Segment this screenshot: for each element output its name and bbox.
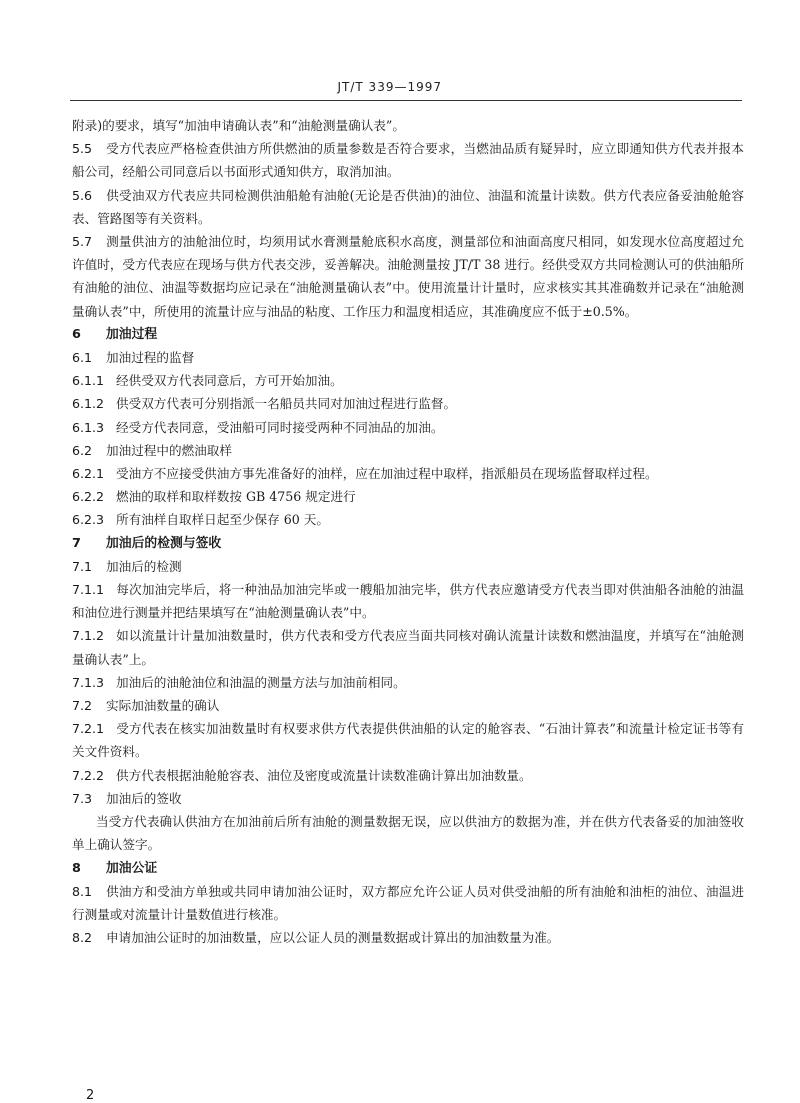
clause-number: 5.5 xyxy=(72,141,93,157)
clause-text: 加油后的油舱油位和油温的测量方法与加油前相同。 xyxy=(116,674,406,690)
clause xyxy=(72,671,744,694)
clause-number: 7.1 xyxy=(72,558,93,574)
clause xyxy=(72,439,744,462)
clause xyxy=(72,764,744,787)
clause xyxy=(72,508,744,531)
clause xyxy=(72,578,744,624)
standard-code: JT/T 339—1997 xyxy=(337,80,442,94)
clause-text: 受方代表应严格检查供油方所供燃油的质量参数是否符合要求，当燃油品质有疑异时，应立即通知供方代表并报本船公司，经船公司同意后以书面形式通知供方，取消加油。 xyxy=(72,141,744,180)
clause-text: 所有油样自取样日起至少保存 60 天。 xyxy=(116,512,329,528)
clause-number: 7.1.3 xyxy=(72,674,105,690)
clause-number: 5.6 xyxy=(72,187,93,203)
paragraph xyxy=(72,810,744,856)
clause xyxy=(72,485,744,508)
clause-text: 每次加油完毕后，将一种油品加油完毕或一艘船加油完毕，供方代表应邀请受方代表当即对供油船各油舱的油温和油位进行测量并把结果填写在“油舱测量确认表”中。 xyxy=(72,582,744,621)
clause-text: 测量供油方的油舱油位时，均须用试水膏测量舱底积水高度，测量部位和油面高度尺相同，如发现水位高度超过允许值时，受方代表应在现场与供方代表交涉，妥善解决。油舱测量按 JT/T 38 进行。经供受双方共同检测认可的供油船所有油舱的油位、油温等数据均应记录在“油舱测量确认表”中。使用流量计计量时，应求核实其其准确数并记录在“油舱测量确认表”中，所使用的流量计应与油品的粘度、工作压力和温度相适应，其准确度应不低于±0.5%。 xyxy=(72,234,744,319)
clause-number: 5.7 xyxy=(72,234,93,250)
clause xyxy=(72,416,744,439)
clause-number: 8.1 xyxy=(72,883,93,899)
clause-number: 8.2 xyxy=(72,930,93,946)
clause-text: 加油过程中的燃油取样 xyxy=(106,442,232,458)
clause-number: 6.2.2 xyxy=(72,489,105,505)
clause xyxy=(72,137,744,183)
clause-number: 7.1.2 xyxy=(72,628,105,644)
clause xyxy=(72,230,744,323)
clause-text: 附录)的要求，填写“加油申请确认表”和“油舱测量确认表”。 xyxy=(72,118,405,133)
clause xyxy=(72,717,744,763)
clause-text: 申请加油公证时的加油数量，应以公证人员的测量数据或计算出的加油数量为准。 xyxy=(106,930,560,946)
clause-number: 6.1.3 xyxy=(72,419,105,435)
clause-number: 6.2.3 xyxy=(72,512,105,528)
clause-text: 经受方代表同意，受油船可同时接受两种不同油品的加油。 xyxy=(116,419,444,435)
clause xyxy=(72,346,744,369)
clause-number: 7.1.1 xyxy=(72,582,105,598)
clause-number: 7.2 xyxy=(72,698,93,714)
clause xyxy=(72,926,744,949)
clause-number: 7.2.2 xyxy=(72,767,105,783)
clause-text: 受油方不应接受供油方事先准备好的油样，应在加油过程中取样，指派船员在现场监督取样过程。 xyxy=(116,466,658,482)
clause-number: 7.2.1 xyxy=(72,721,105,737)
section-heading xyxy=(72,857,744,880)
page-header xyxy=(70,74,742,101)
section-heading xyxy=(72,323,744,346)
clause-text: 供方代表根据油舱舱容表、油位及密度或流量计读数准确计算出加油数量。 xyxy=(116,767,532,783)
clause-text: 供受油双方代表应共同检测供油船舱有油舱(无论是否供油)的油位、油温和流量计读数。供方代表应备妥油舱舱容表、管路图等有关资料。 xyxy=(72,187,744,226)
clause-number: 6.1.1 xyxy=(72,373,105,389)
clause-text: 实际加油数量的确认 xyxy=(106,698,220,714)
section-heading xyxy=(72,532,744,555)
heading-text: 加油过程 xyxy=(106,326,158,342)
clause-text: 加油后的检测 xyxy=(106,558,182,574)
paragraph xyxy=(72,114,744,137)
clause-text: 燃油的取样和取样数按 GB 4756 规定进行 xyxy=(116,489,356,505)
clause-text: 加油后的签收 xyxy=(106,790,182,806)
clause-number: 6.1 xyxy=(72,350,93,366)
clause xyxy=(72,392,744,415)
heading-text: 加油后的检测与签收 xyxy=(106,535,222,551)
clause xyxy=(72,555,744,578)
clause-number: 8 xyxy=(72,860,81,876)
clause-number: 6.2 xyxy=(72,442,93,458)
clause-text: 供受双方代表可分别指派一名船员共同对加油过程进行监督。 xyxy=(116,396,457,412)
clause xyxy=(72,787,744,810)
clause-number: 6 xyxy=(72,326,81,342)
clause-text: 供油方和受油方单独或共同申请加油公证时，双方都应允许公证人员对供受油船的所有油舱和油柜的油位、油温进行测量或对流量计计量数值进行核准。 xyxy=(72,883,744,922)
clause xyxy=(72,694,744,717)
clause-text: 当受方代表确认供油方在加油前后所有油舱的测量数据无误，应以供油方的数据为准，并在供方代表备妥的加油签收单上确认签字。 xyxy=(72,814,744,853)
clause xyxy=(72,462,744,485)
clause xyxy=(72,880,744,926)
clause xyxy=(72,369,744,392)
clause-text: 如以流量计计量加油数量时，供方代表和受方代表应当面共同核对确认流量计读数和燃油温度，并填写在“油舱测量确认表”上。 xyxy=(72,628,744,667)
clause-number: 7 xyxy=(72,535,81,551)
clause-number: 6.1.2 xyxy=(72,396,105,412)
page-number: 2 xyxy=(86,1088,95,1103)
heading-text: 加油公证 xyxy=(106,860,158,876)
clause-number: 6.2.1 xyxy=(72,466,105,482)
clause-text: 受方代表在核实加油数量时有权要求供方代表提供供油船的认定的舱容表、“石油计算表”和流量计检定证书等有关文件资料。 xyxy=(72,721,744,760)
clause-text: 经供受双方代表同意后，方可开始加油。 xyxy=(116,373,343,389)
clause xyxy=(72,624,744,670)
clause-text: 加油过程的监督 xyxy=(106,350,195,366)
clause-number: 7.3 xyxy=(72,790,93,806)
clause xyxy=(72,184,744,230)
document-body xyxy=(72,114,744,949)
